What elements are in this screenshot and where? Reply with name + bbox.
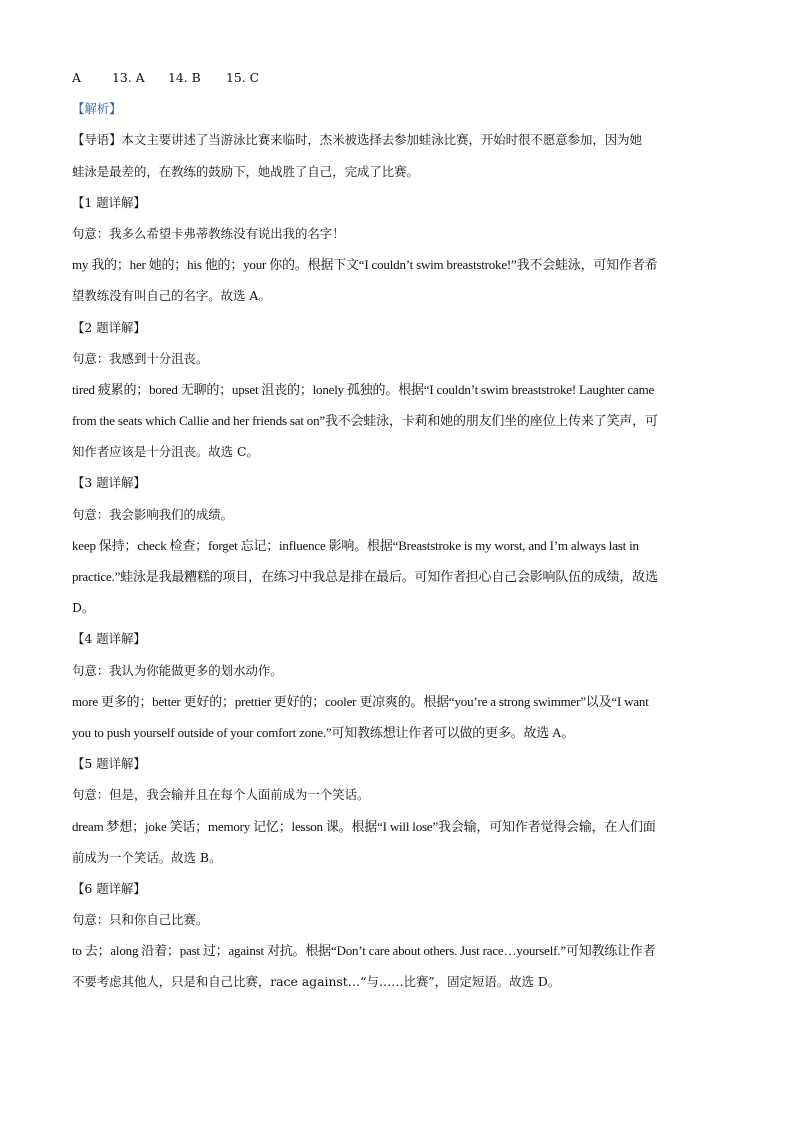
question-1-section <box>72 187 722 312</box>
question-meaning: 句意：我会影响我们的成绩。 <box>72 506 234 522</box>
explanation-line: tired 疲累的；bored 无聊的；upset 沮丧的；lonely 孤独的。根据“I couldn’t swim breaststroke! Laughter came <box>72 381 655 397</box>
document-page <box>72 62 722 998</box>
explanation-line: 不要考虑其他人，只是和自己比赛，race against…“与……比赛”，固定短语。故选 D。 <box>72 974 561 990</box>
intro-line: 【导语】本文主要讲述了当游泳比赛来临时，杰米被选择去参加蛙泳比赛，开始时很不愿意参加，因为她 <box>72 132 642 148</box>
question-2-section <box>72 312 722 468</box>
explanation-line: to 去；along 沿着；past 过；against 对抗。根据“Don’t care about others. Just race…yourself.”可知教练让作者 <box>72 943 656 959</box>
explanation-line: my 我的；her 她的；his 他的；your 你的。根据下文“I couldn’t swim breaststroke!”我不会蛙泳，可知作者希 <box>72 257 658 273</box>
intro-line: 蛙泳是最差的，在教练的鼓励下，她战胜了自己，完成了比赛。 <box>72 163 419 179</box>
question-heading: 【4 题详解】 <box>72 631 146 647</box>
question-heading: 【6 题详解】 <box>72 880 146 896</box>
answer-item: 15. C <box>226 70 260 85</box>
explanation-line: keep 保持；check 检查；forget 忘记；influence 影响。根据“Breaststroke is my worst, and I’m always last in <box>72 537 639 553</box>
question-4-section <box>72 623 722 748</box>
question-3-section <box>72 467 722 623</box>
question-5-section <box>72 748 722 873</box>
explanation-line: dream 梦想；joke 笑话；memory 记忆；lesson 课。根据“I will lose”我会输，可知作者觉得会输，在人们面 <box>72 818 656 834</box>
question-heading: 【3 题详解】 <box>72 475 146 491</box>
question-6-section <box>72 873 722 998</box>
question-meaning: 句意：我感到十分沮丧。 <box>72 350 209 366</box>
answer-item: 13. A <box>112 70 145 85</box>
explanation-line: D。 <box>72 600 95 616</box>
answer-item: A <box>72 70 81 85</box>
explanation-line: 前成为一个笑话。故选 B。 <box>72 849 222 865</box>
question-meaning: 句意：我多么希望卡弗蒂教练没有说出我的名字！ <box>72 225 345 241</box>
explanation-line: from the seats which Callie and her friends sat on”我不会蛙泳，卡莉和她的朋友们坐的座位上传来了笑声，可 <box>72 413 658 429</box>
explanation-line: more 更多的；better 更好的；prettier 更好的；cooler 更凉爽的。根据“you’re a strong swimmer”以及“I want <box>72 693 649 709</box>
question-heading: 【2 题详解】 <box>72 319 146 335</box>
question-meaning: 句意：但是，我会输并且在每个人面前成为一个笑话。 <box>72 787 370 803</box>
explanation-line: 望教练没有叫自己的名字。故选 A。 <box>72 288 271 304</box>
explanation-line: you to push yourself outside of your comfort zone.”可知教练想让作者可以做的更多。故选 A。 <box>72 724 575 740</box>
answer-key-row <box>72 62 722 93</box>
question-meaning: 句意：我认为你能做更多的划水动作。 <box>72 662 283 678</box>
answer-item: 14. B <box>168 70 201 85</box>
question-heading: 【1 题详解】 <box>72 194 146 210</box>
explanation-line: 知作者应该是十分沮丧。故选 C。 <box>72 444 259 460</box>
explanation-line: practice.”蛙泳是我最糟糕的项目，在练习中我总是排在最后。可知作者担心自己会影响队伍的成绩，故选 <box>72 569 658 584</box>
question-meaning: 句意：只和你自己比赛。 <box>72 912 209 928</box>
question-heading: 【5 题详解】 <box>72 756 146 772</box>
analysis-heading: 【解析】 <box>72 101 122 117</box>
